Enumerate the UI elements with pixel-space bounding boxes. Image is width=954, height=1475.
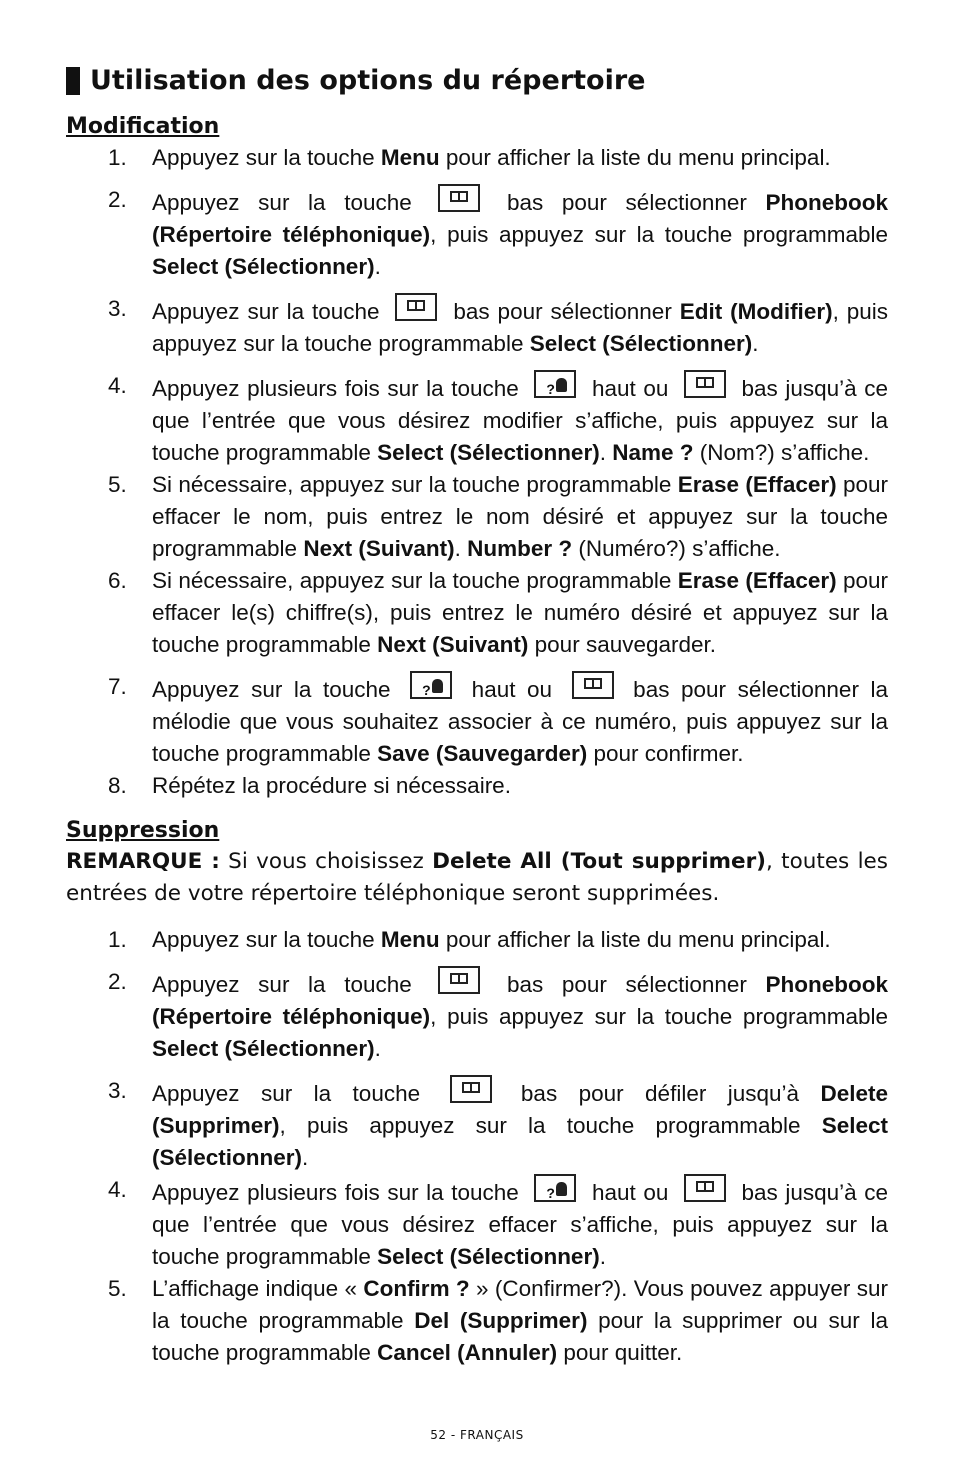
modification-step-8 [66,770,888,802]
modification-step-7 [66,671,888,770]
step-text: bas pour sélectionner [488,972,766,997]
modification-step-1 [66,142,888,174]
modification-step-4 [66,370,888,469]
step-text: L’affichage indique « [152,1276,364,1301]
bold-term: Erase (Effacer) [677,472,837,497]
suppression-step-1 [66,924,888,956]
suppression-steps [66,924,888,1369]
remark-text-2: , toutes les entrées de votre répertoire téléphonique seront supprimées. [66,849,888,906]
step-text: haut ou [584,376,676,401]
step-text: bas pour sélectionner la mélodie que vous souhaitez associer à ce numéro, puis appuyez sur la touche programmable [152,677,889,766]
bold-term: Select (Sélectionner) [377,1244,600,1269]
bold-term: Select (Sélectionner) [377,440,600,465]
step-text: . [374,254,381,279]
step-number: 5. [108,472,127,497]
step-number: 2. [108,969,127,994]
modification-step-2 [66,184,888,283]
modification-step-6 [66,565,888,661]
title-bar-marker [66,67,80,95]
step-text: . [752,331,759,356]
step-number: 6. [108,568,127,593]
bold-term: Select (Sélectionner) [152,254,375,279]
step-text: . [599,1244,606,1269]
step-number: 4. [108,373,127,398]
phonebook-down-key-icon [395,293,437,321]
remark-note [66,846,888,910]
suppression-step-5 [66,1273,888,1369]
modification-steps [66,142,888,802]
contact-up-key-icon [410,671,452,699]
step-text: bas jusqu’à ce que l’entrée que vous désirez modifier s’affiche, puis appuyez sur la touche programmable [152,376,888,465]
suppression-heading: Suppression [66,818,220,843]
step-text: bas pour sélectionner [445,299,680,324]
suppression-step-2 [66,966,888,1065]
step-text: bas pour défiler jusqu’à [499,1081,821,1106]
modification-step-5 [66,469,888,565]
step-text: , puis appuyez sur la touche programmable [430,222,888,247]
bold-term: Menu [380,145,440,170]
step-text: » (Confirmer?). Vous pouvez appuyer sur la touche programmable [152,1276,888,1333]
step-text: Appuyez sur la touche [152,145,381,170]
step-text: Appuyez sur la touche [152,1081,442,1106]
bold-term: Select (Sélectionner) [152,1113,888,1170]
step-text: bas jusqu’à ce que l’entrée que vous désirez effacer s’affiche, puis appuyez sur la touche programmable [152,1180,888,1269]
step-text: Appuyez sur la touche [152,190,431,215]
bold-term: Phonebook (Répertoire téléphonique) [152,190,888,247]
page-footer: 52 - FRANÇAIS [430,1428,524,1442]
step-text: Appuyez sur la touche [152,677,403,702]
step-number: 3. [108,1078,127,1103]
step-text: haut ou [584,1180,676,1205]
step-text: . [302,1145,309,1170]
step-text: pour la supprimer ou sur la touche programmable [152,1308,888,1365]
bold-term: Select (Sélectionner) [529,331,753,356]
step-number: 4. [108,1177,127,1202]
modification-step-3 [66,293,888,360]
phonebook-down-key-icon [684,1174,726,1202]
step-text: Appuyez plusieurs fois sur la touche [152,1180,527,1205]
bold-term: Del (Supprimer) [414,1308,588,1333]
suppression-step-3 [66,1075,888,1174]
bold-term: Save (Sauvegarder) [377,741,588,766]
bold-term: Edit (Modifier) [679,299,833,324]
bold-term: Select (Sélectionner) [152,1036,375,1061]
step-text: pour afficher la liste du menu principal. [439,145,831,170]
bold-term: Confirm ? [363,1276,470,1301]
bold-term: Next (Suivant) [303,536,455,561]
step-text: Appuyez plusieurs fois sur la touche [152,376,527,401]
step-text: pour effacer le nom, puis entrez le nom désiré et appuyez sur la touche programmable [152,472,888,561]
step-text: . [454,536,468,561]
step-text: , puis appuyez sur la touche programmable [279,1113,822,1138]
step-text: (Nom?) s’affiche. [693,440,870,465]
step-text: pour sauvegarder. [528,632,717,657]
step-text: , puis appuyez sur la touche programmable [152,299,889,356]
page-content [66,62,888,1369]
bold-term: Menu [380,927,440,952]
bold-term: Phonebook (Répertoire téléphonique) [152,972,888,1029]
contact-up-key-icon [534,370,576,398]
step-number: 3. [108,296,127,321]
remark-text-1: Si vous choisissez [219,849,433,874]
step-text: pour quitter. [557,1340,683,1365]
step-text: Appuyez sur la touche [152,927,381,952]
step-text: Répétez la procédure si nécessaire. [152,773,511,798]
bold-term: Erase (Effacer) [677,568,837,593]
bold-term: Name ? [612,440,694,465]
step-text: bas pour sélectionner [488,190,766,215]
phonebook-down-key-icon [572,671,614,699]
bold-term: Cancel (Annuler) [377,1340,558,1365]
step-number: 8. [108,773,127,798]
bold-term: Number ? [467,536,573,561]
phonebook-down-key-icon [684,370,726,398]
section-title-text: Utilisation des options du répertoire [90,65,646,96]
step-number: 5. [108,1276,127,1301]
phonebook-down-key-icon [438,184,480,212]
contact-up-key-icon [534,1174,576,1202]
remark-label: REMARQUE : [66,849,220,874]
remark-bold: Delete All (Tout supprimer) [432,849,767,874]
phonebook-down-key-icon [438,966,480,994]
phonebook-down-key-icon [450,1075,492,1103]
step-text: (Numéro?) s’affiche. [572,536,781,561]
step-text: Appuyez sur la touche [152,299,388,324]
step-text: Appuyez sur la touche [152,972,431,997]
step-number: 2. [108,187,127,212]
step-text: Si nécessaire, appuyez sur la touche programmable [152,568,678,593]
step-text: pour afficher la liste du menu principal. [439,927,831,952]
step-text: pour effacer le(s) chiffre(s), puis entrez le numéro désiré et appuyez sur la touche programmable [152,568,888,657]
section-title [66,62,888,100]
modification-heading: Modification [66,114,220,139]
step-text: . [599,440,613,465]
step-number: 1. [108,927,127,952]
step-text: . [374,1036,381,1061]
step-text: pour confirmer. [587,741,744,766]
step-text: haut ou [460,677,564,702]
bold-term: Next (Suivant) [377,632,529,657]
suppression-step-4 [66,1174,888,1273]
bold-term: Delete (Supprimer) [152,1081,888,1138]
step-number: 7. [108,674,127,699]
step-number: 1. [108,145,127,170]
step-text: Si nécessaire, appuyez sur la touche programmable [152,472,678,497]
step-text: , puis appuyez sur la touche programmable [430,1004,888,1029]
